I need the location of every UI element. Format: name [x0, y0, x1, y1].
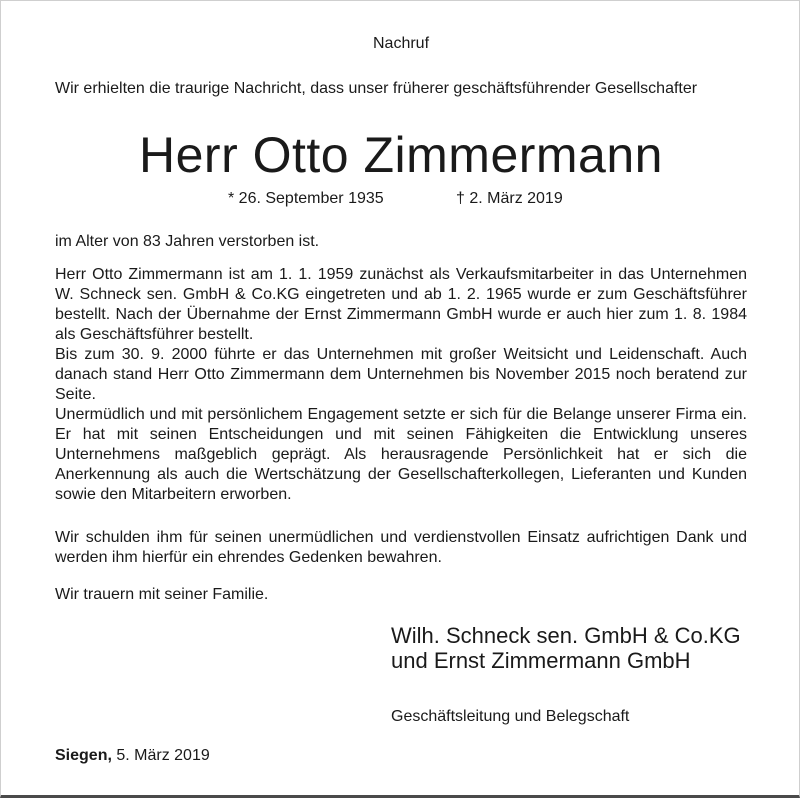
biography — [55, 265, 747, 505]
city-name: Siegen, — [55, 747, 112, 764]
biography-paragraph: Herr Otto Zimmermann ist am 1. 1. 1959 zunächst als Verkaufsmitarbeiter in das Unternehmen W. Schneck sen. GmbH & Co.KG eingetreten und ab 1. 2. 1965 wurde er zum Geschäftsführer bestellt. Nach der Übernahme der Ernst Zimmermann GmbH wurde er auch hier zum 1. 8. 1984 als Geschäftsführer bestellt. — [55, 266, 747, 343]
birth-date: * 26. September 1935 — [228, 190, 384, 207]
notice-heading: Nachruf — [372, 35, 430, 52]
thanks-text: Wir schulden ihm für seinen unermüdlichen und verdienstvollen Einsatz aufrichtigen Dank und werden ihm hierfür ein ehrendes Gedenken bewahren. — [55, 529, 747, 566]
biography-paragraph: Bis zum 30. 9. 2000 führte er das Unternehmen mit großer Weitsicht und Leidenschaft. Auch danach stand Herr Otto Zimmermann dem Unternehmen bis November 2015 noch beratend zur Seite. — [55, 346, 747, 403]
biography-paragraph: Unermüdlich und mit persönlichem Engagement setzte er sich für die Belange unserer Firma ein. Er hat mit seinen Entscheidungen und mit seinen Fähigkeiten die Entwicklung unseres Unternehmens maßgeblich geprägt. Als herausragende Persönlichkeit hat er sich die Anerkennung als auch die Wertschätzung der Gesellschafterkollegen, Lieferanten und Kunden sowie den Mitarbeitern erworben. — [55, 406, 747, 503]
mourning-line: Wir trauern mit seiner Familie. — [55, 586, 269, 603]
death-date: † 2. März 2019 — [456, 190, 563, 207]
intro-text: Wir erhielten die traurige Nachricht, dass unser früherer geschäftsführender Gesellschafter — [55, 80, 698, 97]
deceased-name: Herr Otto Zimmermann — [139, 127, 663, 183]
company-name: Wilh. Schneck sen. GmbH & Co.KG und Ernst Zimmermann GmbH — [391, 623, 741, 673]
notice-date: 5. März 2019 — [116, 747, 210, 764]
age-line: im Alter von 83 Jahren verstorben ist. — [55, 233, 320, 250]
place-date — [55, 746, 210, 766]
management-line: Geschäftsleitung und Belegschaft — [391, 708, 630, 725]
